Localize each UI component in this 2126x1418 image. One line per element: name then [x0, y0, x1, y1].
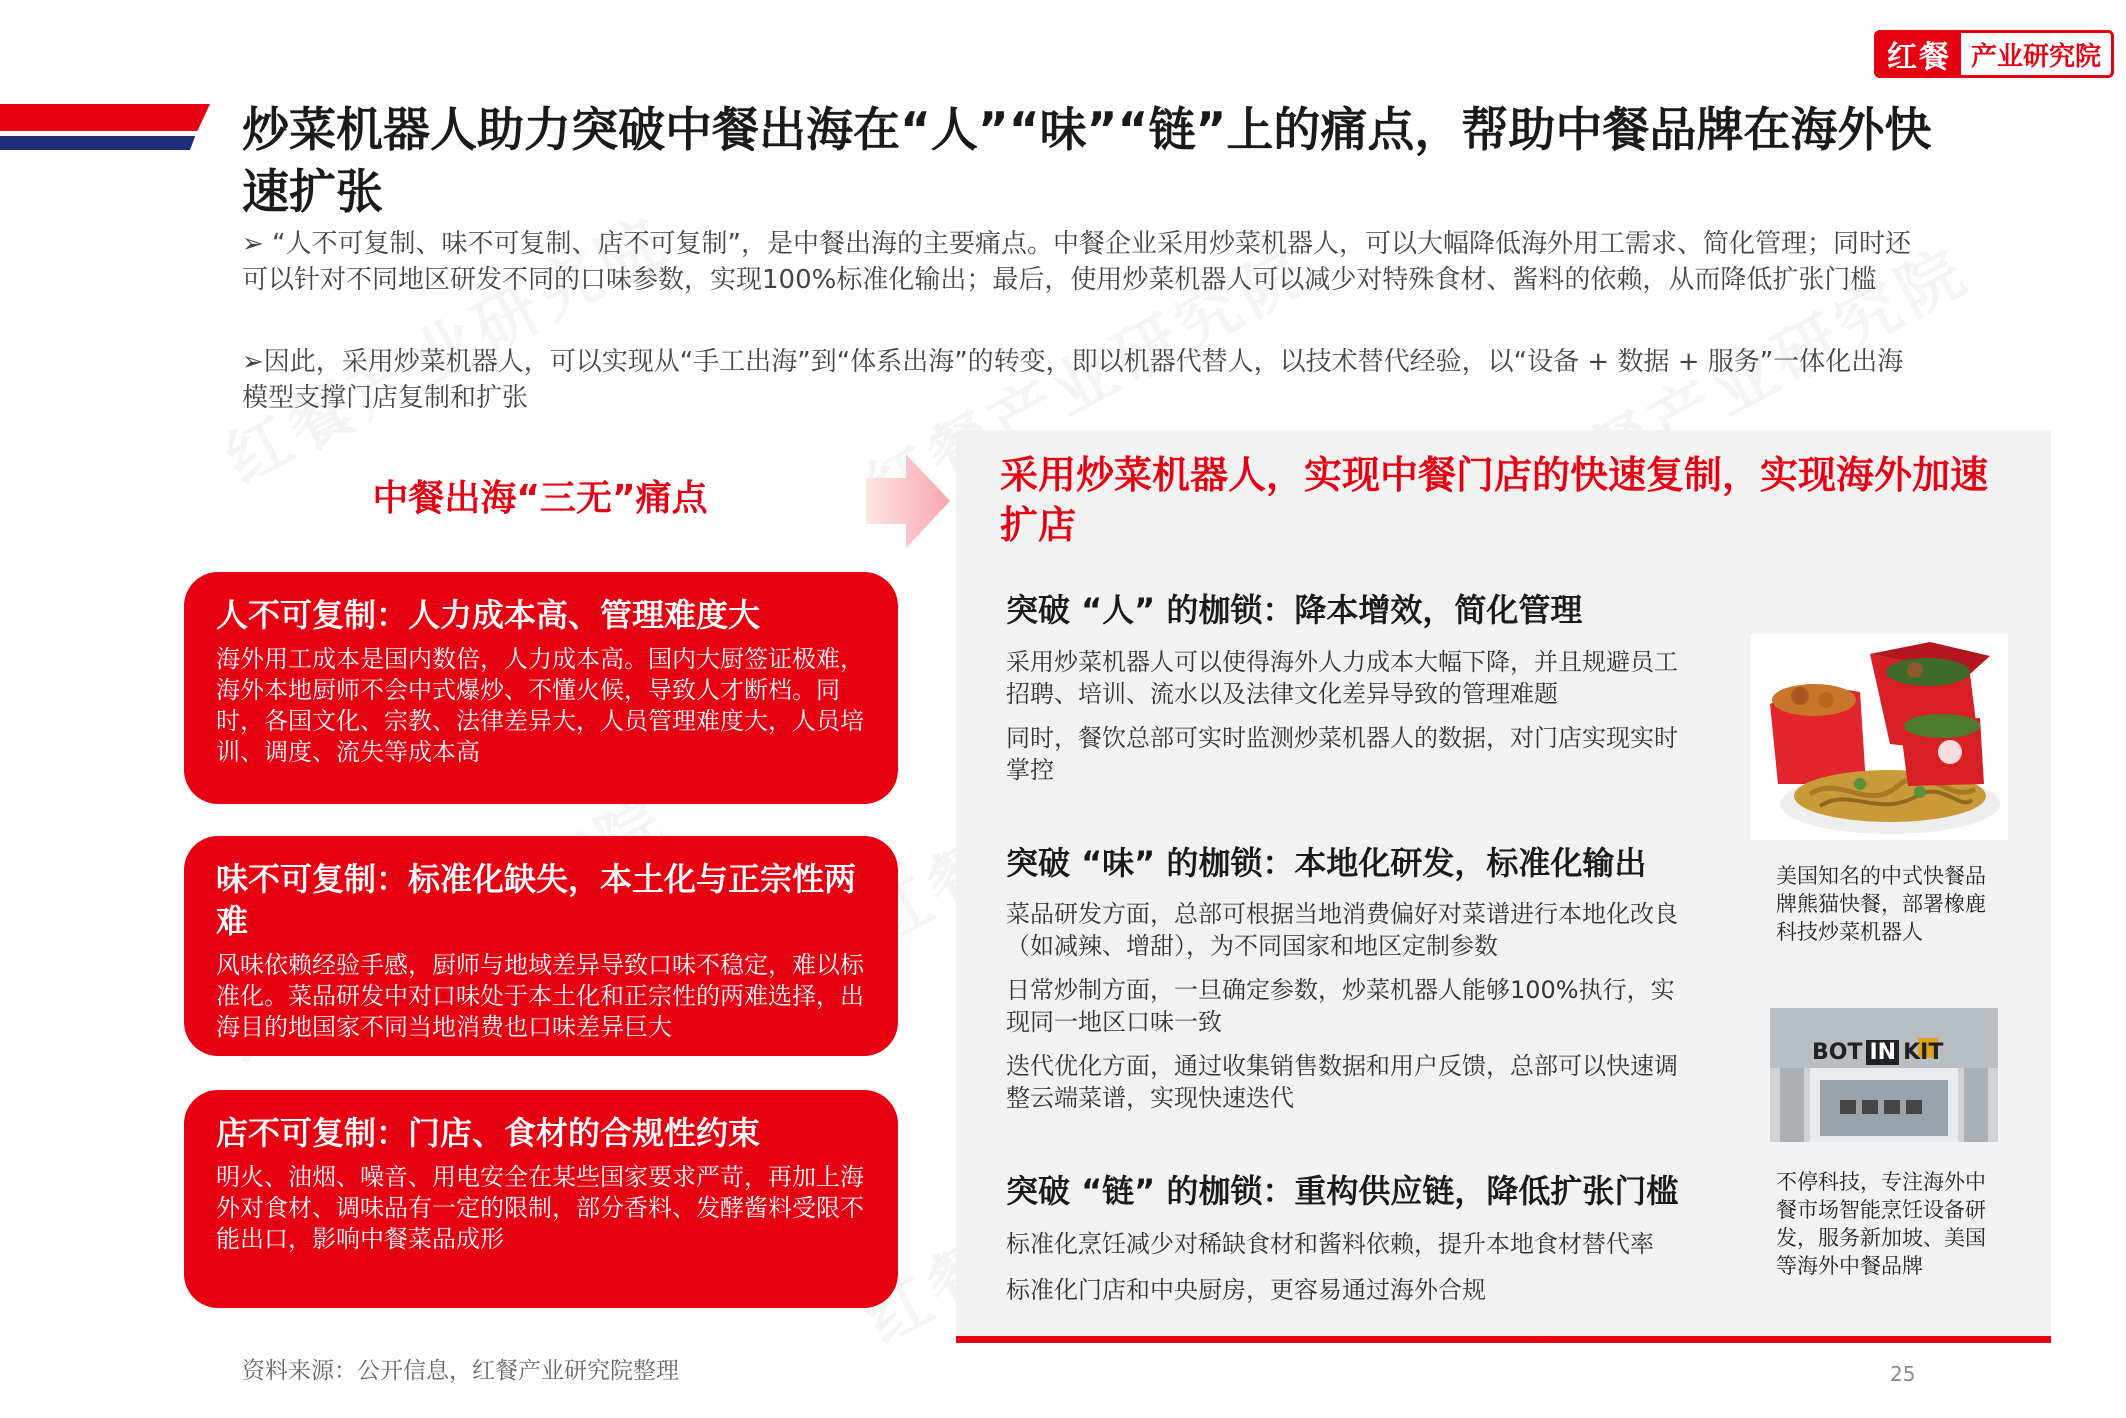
photo-caption: 美国知名的中式快餐品牌熊猫快餐，部署橡鹿科技炒菜机器人 [1776, 864, 1986, 944]
solution-heading: 采用炒菜机器人，实现中餐门店的快速复制，实现海外加速扩店 [1000, 453, 1989, 547]
brand-logo [1874, 30, 2114, 78]
page-number: 25 [1890, 1362, 1916, 1386]
section-paragraph: 标准化烹饪减少对稀缺食材和酱料依赖，提升本地食材替代率 [1006, 1230, 1654, 1258]
pain-card [184, 572, 898, 804]
pain-card [184, 836, 898, 1056]
section-paragraph: 菜品研发方面，总部可根据当地消费偏好对菜谱进行本地化改良（如减辣、增甜），为不同国家和地区定制参数 [1006, 900, 1678, 960]
storefront-photo [1770, 1008, 1998, 1142]
store-sign-text: IN [1866, 1040, 1899, 1065]
section-heading: 突破 “味” 的枷锁：本地化研发，标准化输出 [1006, 844, 1647, 882]
food-photo [1750, 634, 2008, 840]
pain-card-body: 风味依赖经验手感，厨师与地域差异导致口味不稳定，难以标准化。菜品研发中对口味处于本土化和正宗性的两难选择，出海目的地国家不同当地消费也口味差异巨大 [216, 951, 864, 1041]
intro-paragraph: ➢因此，采用炒菜机器人，可以实现从“手工出海”到“体系出海”的转变，即以机器代替人，以技术替代经验，以“设备 + 数据 + 服务”一体化出海模型支撑门店复制和扩张 [242, 347, 1904, 413]
logo-text: 产业研究院 [1971, 41, 2102, 72]
pain-card-title: 店不可复制：门店、食材的合规性约束 [216, 1114, 761, 1152]
store-sign-text: BOT [1812, 1040, 1863, 1065]
panel-bottom-bar [956, 1336, 2051, 1343]
section-heading: 突破 “链” 的枷锁：重构供应链，降低扩张门槛 [1006, 1172, 1679, 1210]
logo-mark: 红餐 [1877, 33, 1961, 75]
pain-card-title: 人不可复制：人力成本高、管理难度大 [216, 596, 761, 634]
photo-caption: 不停科技，专注海外中餐市场智能烹饪设备研发，服务新加坡、美国等海外中餐品牌 [1776, 1170, 1986, 1278]
pain-card-title: 味不可复制：标准化缺失，本土化与正宗性两难 [216, 860, 857, 940]
section-heading: 突破 “人” 的枷锁：降本增效，简化管理 [1006, 591, 1583, 629]
pain-card-body: 明火、油烟、噪音、用电安全在某些国家要求严苛，再加上海外对食材、调味品有一定的限制，部分香料、发酵酱料受限不能出口，影响中餐菜品成形 [216, 1163, 864, 1253]
section-paragraph: 日常炒制方面，一旦确定参数，炒菜机器人能够100%执行，实现同一地区口味一致 [1006, 976, 1675, 1036]
store-sign-text: KIT [1903, 1040, 1944, 1065]
intro-paragraph: ➢ “人不可复制、味不可复制、店不可复制”，是中餐出海的主要痛点。中餐企业采用炒菜机器人，可以大幅降低海外用工需求、简化管理；同时还可以针对不同地区研发不同的口味参数，实现100%标准化输出；最后，使用炒菜机器人可以减少对特殊食材、酱料的依赖，从而降低扩张门槛 [242, 229, 1911, 295]
section-paragraph: 同时，餐饮总部可实时监测炒菜机器人的数据，对门店实现实时掌控 [1006, 724, 1678, 784]
section-paragraph: 标准化门店和中央厨房，更容易通过海外合规 [1006, 1276, 1486, 1304]
arrow-right-icon [866, 454, 950, 548]
title-stripes [0, 104, 210, 150]
pain-card [184, 1090, 898, 1308]
pain-card-body: 海外用工成本是国内数倍，人力成本高。国内大厨签证极难，海外本地厨师不会中式爆炒、不懂火候，导致人才断档。同时，各国文化、宗教、法律差异大，人员管理难度大，人员培训、调度、流失等成本高 [216, 645, 864, 766]
source-note: 资料来源：公开信息，红餐产业研究院整理 [242, 1358, 679, 1384]
pain-points-heading: 中餐出海“三无”痛点 [372, 478, 708, 519]
store-sign [1812, 1040, 1943, 1065]
section-paragraph: 采用炒菜机器人可以使得海外人力成本大幅下降，并且规避员工招聘、培训、流水以及法律文化差异导致的管理难题 [1006, 648, 1678, 708]
page-title: 炒菜机器人助力突破中餐出海在“人”“味”“链”上的痛点，帮助中餐品牌在海外快速扩张 [242, 103, 1932, 220]
section-paragraph: 迭代优化方面，通过收集销售数据和用户反馈，总部可以快速调整云端菜谱，实现快速迭代 [1006, 1052, 1678, 1112]
